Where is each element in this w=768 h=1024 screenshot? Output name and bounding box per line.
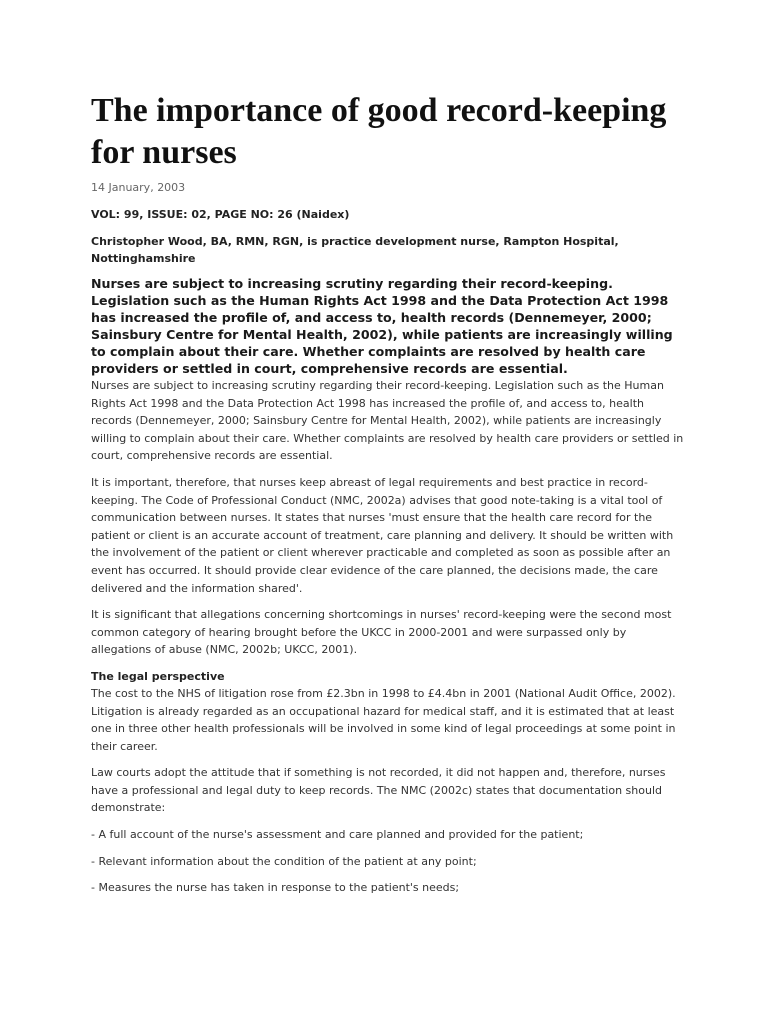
article-title: The importance of good record-keeping for nurses: [91, 92, 667, 171]
section-paragraph: Law courts adopt the attitude that if something is not recorded, it did not happen and, therefore, nurses have a professional and legal duty to keep records. The NMC (2002c) states that documentation should demonstrate:: [91, 766, 666, 815]
volume-issue-line: VOL: 99, ISSUE: 02, PAGE NO: 26 (Naidex): [91, 208, 350, 221]
list-item: - Measures the nurse has taken in response to the patient's needs;: [91, 881, 460, 895]
body-paragraph: It is significant that allegations concerning shortcomings in nurses' record-keeping were the second most common category of hearing brought before the UKCC in 2000-2001 and were surpassed only by allegations of abuse (NMC, 2002b; UKCC, 2001).: [91, 608, 672, 657]
section-paragraph: The cost to the NHS of litigation rose from £2.3bn in 1998 to £4.4bn in 2001 (National Audit Office, 2002). Litigation is already regarded as an occupational hazard for medical staff, and it is estimated that at least one in three other health professionals will be involved in some kind of legal proceedings at some point in their career.: [91, 686, 676, 753]
body-paragraph: It is important, therefore, that nurses keep abreast of legal requirements and best practice in record-keeping. The Code of Professional Conduct (NMC, 2002a) advises that good note-taking is a vital tool of communication between nurses. It states that nurses 'must ensure that the health care record for the patient or client is an accurate account of treatment, care planning and delivery. It should be written with the involvement of the patient or client wherever practicable and completed as soon as possible after an event has occurred. It should provide clear evidence of the care planned, the decisions made, the care delivered and the information shared'.: [91, 475, 674, 595]
lead-paragraph: Nurses are subject to increasing scrutiny regarding their record-keeping. Legislation such as the Human Rights Act 1998 and the Data Protection Act 1998 has increased the profile of, and access to, health records (Dennemeyer, 2000; Sainsbury Centre for Mental Health, 2002), while patients are increasingly willing to complain about their care. Whether complaints are resolved by health care providers or settled in court, comprehensive records are essential.: [91, 276, 673, 376]
body-paragraph: Nurses are subject to increasing scrutiny regarding their record-keeping. Legislation such as the Human Rights Act 1998 and the Data Protection Act 1998 has increased the profile of, and access to, health records (Dennemeyer, 2000; Sainsbury Centre for Mental Health, 2002), while patients are increasingly willing to complain about their care. Whether complaints are resolved by health care providers or settled in court, comprehensive records are essential.: [91, 379, 684, 463]
article-body: [91, 275, 687, 906]
section-heading: The legal perspective: [91, 669, 225, 683]
list-item: - Relevant information about the condition of the patient at any point;: [91, 854, 477, 868]
author-byline: Christopher Wood, BA, RMN, RGN, is practice development nurse, Rampton Hospital, Nottinghamshire: [91, 235, 619, 265]
list-item: - A full account of the nurse's assessment and care planned and provided for the patient;: [91, 828, 584, 842]
publish-date: 14 January, 2003: [91, 181, 186, 194]
